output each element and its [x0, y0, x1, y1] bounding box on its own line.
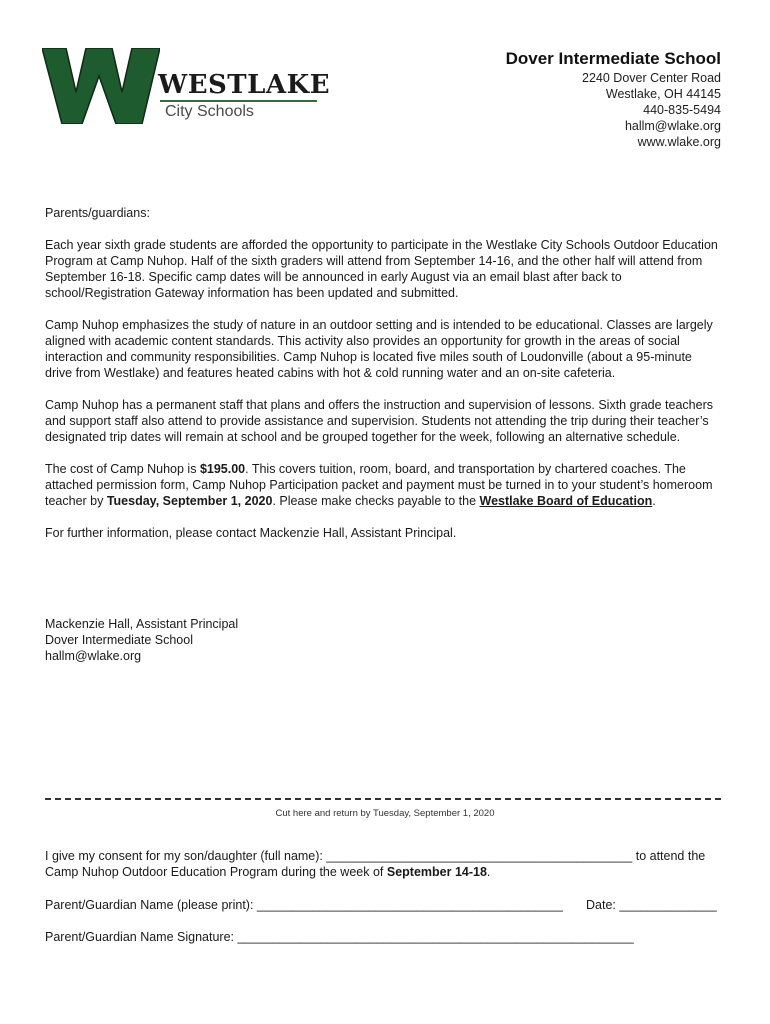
letter-body: [45, 205, 720, 541]
website: www.wlake.org: [637, 135, 721, 149]
logo-subtitle: City Schools: [165, 103, 254, 120]
consent-end: .: [486, 865, 491, 879]
consent-week: September 14-18: [386, 865, 487, 879]
signature-block: [45, 616, 238, 664]
logo-rule: [160, 100, 317, 102]
city-address: Westlake, OH 44145: [605, 87, 721, 101]
paragraph-5: For further information, please contact Mackenzie Hall, Assistant Principal.: [45, 526, 457, 540]
paragraph-4-end: .: [652, 494, 656, 508]
cost-intro: The cost of Camp Nuhop is: [45, 462, 200, 476]
email-address: hallm@wlake.org: [624, 119, 721, 133]
cost-amount: $195.00: [199, 462, 246, 476]
date-field[interactable]: Date: ______________: [586, 898, 717, 912]
school-name: Dover Intermediate School: [505, 49, 721, 68]
payable-intro: . Please make checks payable to the: [272, 494, 480, 508]
paragraph-3: Camp Nuhop has a permanent staff that plans and offers the instruction and supervision of lessons. Sixth grade teachers and support staff also attend to provide assistance and supervision. Students not attending the trip during their teacher’s designated trip dates will remain at school and be grouped together for the week, following an alternative schedule.: [45, 398, 713, 444]
paragraph-1: Each year sixth grade students are afforded the opportunity to participate in the Westlake City Schools Outdoor Education Program at Camp Nuhop. Half of the sixth graders will attend from September 14-16, and the other half will attend from September 16-18. Specific camp dates will be announced in early August via an email blast after back to school/Registration Gateway information has been updated and submitted.: [45, 238, 718, 300]
paragraph-2: Camp Nuhop emphasizes the study of nature in an outdoor setting and is intended to be educational. Classes are largely aligned with academic content standards. This activity also provides an opportunity for growth in the areas of social interaction and community responsibilities. Camp Nuhop is located five miles south of Loudonville (about a 95-minute drive from Westlake) and features heated cabins with hot & cold running water and an on-site cafeteria.: [45, 318, 713, 380]
paragraph-4: [45, 461, 720, 509]
print-name-field[interactable]: Parent/Guardian Name (please print): ____________________________________________: [45, 898, 563, 912]
address-block: [401, 48, 721, 150]
consent-text: I give my consent for my son/daughter (full name): ____________________________________________ to attend the Camp Nuhop Outdoor Education Program during the week of: [45, 849, 706, 879]
street-address: 2240 Dover Center Road: [582, 71, 721, 85]
payee-name: Westlake Board of Education: [479, 494, 653, 508]
w-logo-icon: [42, 48, 160, 124]
cut-line: [45, 798, 721, 800]
salutation: Parents/guardians:: [45, 206, 150, 220]
signature-field[interactable]: Parent/Guardian Name Signature: _________________________________________________________: [45, 930, 634, 944]
cost-details: . This covers tuition, room, board, and transportation by chartered coaches. The attached permission form, Camp Nuhop Participation packet and payment must be turned in to your student’s homeroom teacher by: [45, 462, 713, 508]
phone-number: 440-835-5494: [643, 103, 721, 117]
westlake-logo: [42, 48, 331, 126]
deadline-date: Tuesday, September 1, 2020: [106, 494, 273, 508]
signer-name: Mackenzie Hall, Assistant Principal: [45, 617, 239, 631]
logo-wordmark: WESTLAKE: [158, 70, 331, 100]
cut-note: Cut here and return by Tuesday, September 1, 2020: [275, 808, 495, 819]
consent-statement: [45, 848, 721, 880]
signer-school: Dover Intermediate School: [45, 633, 193, 647]
signer-email: hallm@wlake.org: [45, 649, 142, 663]
